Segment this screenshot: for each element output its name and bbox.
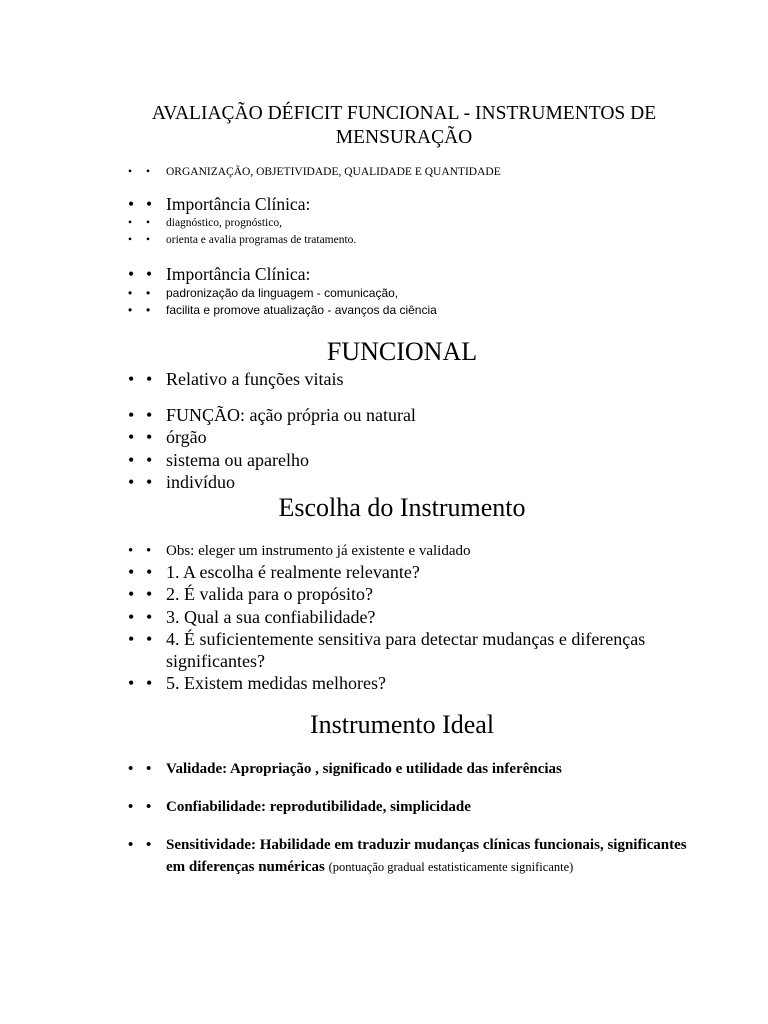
list-item-text: 1. A escolha é realmente relevante? (166, 562, 420, 582)
list-item-text: FUNÇÃO: ação própria ou natural (166, 405, 416, 425)
bullet-icon: • (146, 166, 151, 178)
bullet-icon: • (128, 405, 135, 425)
importance-items-list (128, 215, 688, 249)
list-item (128, 796, 688, 818)
bullet-icon: • (146, 628, 153, 649)
list-item (128, 606, 688, 628)
list-item-text: 5. Existem medidas melhores? (166, 673, 386, 694)
bullet-icon: • (128, 761, 134, 777)
section-heading-funcional: FUNCIONAL (326, 337, 478, 366)
bullet-icon: • (128, 166, 133, 178)
section-heading-ideal: Instrumento Ideal (309, 710, 495, 739)
list-item-text: padronização da linguagem - comunicação, (166, 286, 399, 300)
list-item (128, 285, 688, 302)
escolha-obs-list (128, 540, 688, 562)
bullet-icon: • (128, 194, 135, 214)
list-item-text: Sensitividade: Habilidade em traduzir mudanças clínicas funcionais, significantes em diferenças numéricas (166, 837, 687, 875)
list-item (128, 404, 688, 426)
list-item-text: Validade: Apropriação , significado e utilidade das inferências (166, 761, 562, 777)
list-item-text: facilita e promove atualização - avanços da ciência (166, 303, 437, 317)
bullet-icon: • (128, 449, 135, 470)
importance-heading-list (128, 193, 688, 215)
list-item (128, 426, 688, 448)
bullet-icon: • (146, 217, 151, 229)
list-item-text: órgão (166, 427, 207, 448)
importance-items-list-2 (128, 285, 688, 319)
bullet-icon: • (146, 194, 153, 214)
bullet-icon: • (146, 673, 153, 694)
bullet-icon: • (146, 584, 153, 605)
bullet-icon: • (128, 606, 135, 627)
bullet-icon: • (146, 562, 153, 582)
bullet-icon: • (146, 405, 153, 425)
bullet-icon: • (128, 369, 135, 389)
section-heading-escolha: Escolha do Instrumento (278, 493, 526, 522)
list-item-note: (pontuação gradual estatisticamente significante) (328, 860, 574, 874)
bullet-icon: • (146, 264, 153, 284)
list-item-text: Confiabilidade: reprodutibilidade, simplicidade (166, 799, 471, 815)
list-item (128, 583, 688, 605)
bullet-icon: • (146, 286, 151, 300)
list-item (128, 193, 688, 215)
list-item (128, 540, 688, 562)
list-item-text: 4. É suficientemente sensitiva para detectar mudanças e diferenças significantes? (166, 628, 646, 672)
list-item-text: 2. É valida para o propósito? (166, 584, 373, 605)
list-item-text: sistema ou aparelho (166, 449, 309, 470)
list-item-text: Importância Clínica: (166, 264, 311, 284)
list-item (128, 758, 688, 780)
list-item-text: Obs: eleger um instrumento já existente e validado (166, 543, 471, 559)
bullet-icon: • (128, 799, 134, 815)
list-item-text: orienta e avalia programas de tratamento. (166, 234, 357, 246)
bullet-icon: • (128, 471, 135, 492)
bullet-icon: • (128, 584, 135, 605)
bullet-icon: • (146, 449, 153, 470)
bullet-icon: • (128, 303, 133, 317)
bullet-icon: • (128, 286, 133, 300)
bullet-icon: • (128, 427, 135, 448)
list-item-text: diagnóstico, prognóstico, (166, 217, 282, 229)
funcional-list-b (128, 404, 688, 493)
funcional-list-a (128, 368, 688, 390)
list-item (128, 834, 688, 878)
list-item-text: 3. Qual a sua confiabilidade? (166, 606, 376, 627)
list-item (128, 471, 688, 493)
bullet-icon: • (128, 234, 133, 246)
list-item (128, 302, 688, 319)
list-item (128, 628, 688, 673)
ideal-list (128, 758, 688, 878)
bullet-icon: • (146, 799, 152, 815)
list-item-text: indivíduo (166, 471, 236, 492)
bullet-icon: • (146, 543, 152, 559)
bullet-icon: • (146, 761, 152, 777)
list-item (128, 672, 688, 694)
bullet-icon: • (146, 427, 153, 448)
bullet-icon: • (128, 628, 135, 649)
list-item-text: Importância Clínica: (166, 194, 311, 214)
bullet-icon: • (146, 606, 153, 627)
list-item (128, 368, 688, 390)
bullet-icon: • (128, 217, 133, 229)
bullet-icon: • (128, 837, 134, 853)
bullet-icon: • (146, 303, 151, 317)
bullet-icon: • (128, 562, 135, 582)
list-item (128, 215, 688, 232)
bullet-icon: • (146, 471, 153, 492)
list-item (128, 561, 688, 583)
document-title: AVALIAÇÃO DÉFICIT FUNCIONAL - INSTRUMENTOS DE MENSURAÇÃO (151, 103, 657, 148)
list-item-text: Relativo a funções vitais (166, 369, 344, 389)
importance-heading-list-2 (128, 263, 688, 285)
list-item (128, 232, 688, 249)
bullet-icon: • (146, 837, 152, 853)
escolha-question-list (128, 561, 688, 695)
bullet-icon: • (128, 264, 135, 284)
bullet-icon: • (146, 234, 151, 246)
list-item (128, 164, 688, 181)
bullet-icon: • (128, 543, 134, 559)
bullet-icon: • (146, 369, 153, 389)
list-item (128, 449, 688, 471)
bullet-icon: • (128, 673, 135, 694)
list-item-text: ORGANIZAÇÃO, OBJETIVIDADE, QUALIDADE E QUANTIDADE (166, 166, 501, 178)
intro-list (128, 164, 688, 181)
list-item (128, 263, 688, 285)
